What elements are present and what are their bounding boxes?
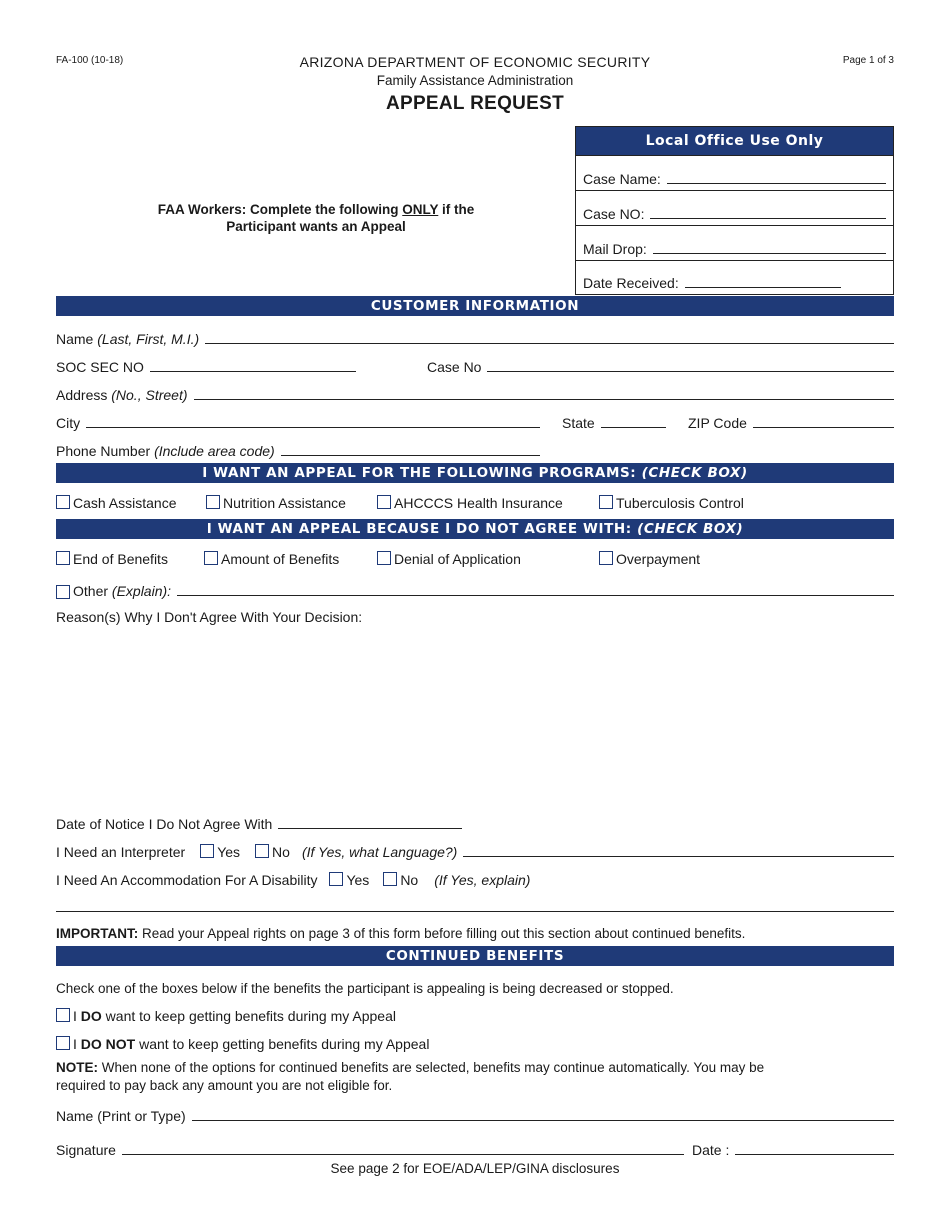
continued-instructions: Check one of the boxes below if the benefits the participant is appealing is being decreased or stopped. xyxy=(56,981,674,996)
division-name: Family Assistance Administration xyxy=(376,73,574,88)
signature-date-field[interactable]: Date : xyxy=(692,1138,894,1158)
overpayment-checkbox[interactable]: Overpayment xyxy=(599,551,700,567)
interpreter-language-input[interactable] xyxy=(463,856,894,857)
name-field[interactable]: Name (Last, First, M.I.) xyxy=(56,327,894,347)
address-field[interactable]: Address (No., Street) xyxy=(56,383,894,403)
office-case-name-field[interactable]: Case Name: xyxy=(576,155,893,190)
print-name-field[interactable]: Name (Print or Type) xyxy=(56,1104,894,1124)
footer-disclosure: See page 2 for EOE/ADA/LEP/GINA disclosures xyxy=(330,1161,620,1176)
state-field[interactable]: State xyxy=(562,411,666,431)
stop-benefits-checkbox[interactable]: I DO NOT want to keep getting benefits during my Appeal xyxy=(56,1036,429,1052)
notice-date-field[interactable]: Date of Notice I Do Not Agree With xyxy=(56,812,462,832)
programs-header: I WANT AN APPEAL FOR THE FOLLOWING PROGRAMS: (CHECK BOX) xyxy=(56,463,894,483)
phone-field[interactable]: Phone Number (Include area code) xyxy=(56,439,540,459)
page-number: Page 1 of 3 xyxy=(842,55,894,66)
interpreter-yes-checkbox[interactable]: Yes xyxy=(200,844,240,860)
checkbox-box[interactable] xyxy=(599,551,613,565)
important-notice: IMPORTANT: Read your Appeal rights on page 3 of this form before filling out this section about continued benefits. xyxy=(56,926,746,941)
workers-note: FAA Workers: Complete the following ONLY if the Participant wants an Appeal xyxy=(157,202,475,234)
program-ahcccs-checkbox[interactable]: AHCCCS Health Insurance xyxy=(377,495,563,511)
checkbox-box[interactable] xyxy=(599,495,613,509)
reasons-textarea[interactable] xyxy=(56,630,894,800)
ssn-field[interactable]: SOC SEC NO xyxy=(56,355,356,375)
continued-benefits-header: CONTINUED BENEFITS xyxy=(56,946,894,966)
page-title: APPEAL REQUEST xyxy=(385,93,565,114)
disagree-header: I WANT AN APPEAL BECAUSE I DO NOT AGREE WITH: (CHECK BOX) xyxy=(56,519,894,539)
checkbox-box[interactable] xyxy=(56,1008,70,1022)
agency-name: ARIZONA DEPARTMENT OF ECONOMIC SECURITY xyxy=(299,54,651,70)
checkbox-box[interactable] xyxy=(204,551,218,565)
other-checkbox[interactable] xyxy=(56,585,70,599)
accommodation-row: I Need An Accommodation For A Disability Yes No (If Yes, explain) xyxy=(56,872,531,888)
reasons-label: Reason(s) Why I Don't Agree With Your Decision: xyxy=(56,609,363,625)
checkbox-box[interactable] xyxy=(377,551,391,565)
accommodation-yes-checkbox[interactable]: Yes xyxy=(329,872,369,888)
case-no-field[interactable]: Case No xyxy=(427,355,894,375)
form-code: FA-100 (10-18) xyxy=(56,55,124,66)
office-mail-drop-field[interactable]: Mail Drop: xyxy=(576,225,893,260)
continued-note: NOTE: When none of the options for continued benefits are selected, benefits may continue automatically. You may be required to pay back any amount you are not eligible for. xyxy=(56,1060,765,1093)
office-date-received-field[interactable]: Date Received: xyxy=(576,260,893,294)
denial-of-application-checkbox[interactable]: Denial of Application xyxy=(377,551,521,567)
program-nutrition-checkbox[interactable]: Nutrition Assistance xyxy=(206,495,346,511)
checkbox-box[interactable] xyxy=(56,495,70,509)
checkbox-box[interactable] xyxy=(206,495,220,509)
accommodation-explain-line[interactable] xyxy=(56,911,894,912)
local-office-box xyxy=(575,126,894,295)
other-explain-field[interactable]: Other (Explain): xyxy=(56,579,894,599)
city-field[interactable]: City xyxy=(56,411,540,431)
program-tuberculosis-checkbox[interactable]: Tuberculosis Control xyxy=(599,495,744,511)
customer-info-header: CUSTOMER INFORMATION xyxy=(56,296,894,316)
interpreter-no-checkbox[interactable]: No xyxy=(255,844,290,860)
zip-field[interactable]: ZIP Code xyxy=(688,411,894,431)
checkbox-box[interactable] xyxy=(56,551,70,565)
program-cash-assistance-checkbox[interactable]: Cash Assistance xyxy=(56,495,177,511)
checkbox-box[interactable] xyxy=(56,1036,70,1050)
office-case-no-field[interactable]: Case NO: xyxy=(576,190,893,225)
keep-benefits-checkbox[interactable]: I DO want to keep getting benefits during my Appeal xyxy=(56,1008,396,1024)
office-box-title: Local Office Use Only xyxy=(576,127,893,155)
end-of-benefits-checkbox[interactable]: End of Benefits xyxy=(56,551,168,567)
signature-field[interactable]: Signature xyxy=(56,1138,684,1158)
accommodation-no-checkbox[interactable]: No xyxy=(383,872,418,888)
checkbox-box[interactable] xyxy=(377,495,391,509)
amount-of-benefits-checkbox[interactable]: Amount of Benefits xyxy=(204,551,339,567)
interpreter-row: I Need an Interpreter Yes No (If Yes, what Language?) xyxy=(56,840,894,860)
